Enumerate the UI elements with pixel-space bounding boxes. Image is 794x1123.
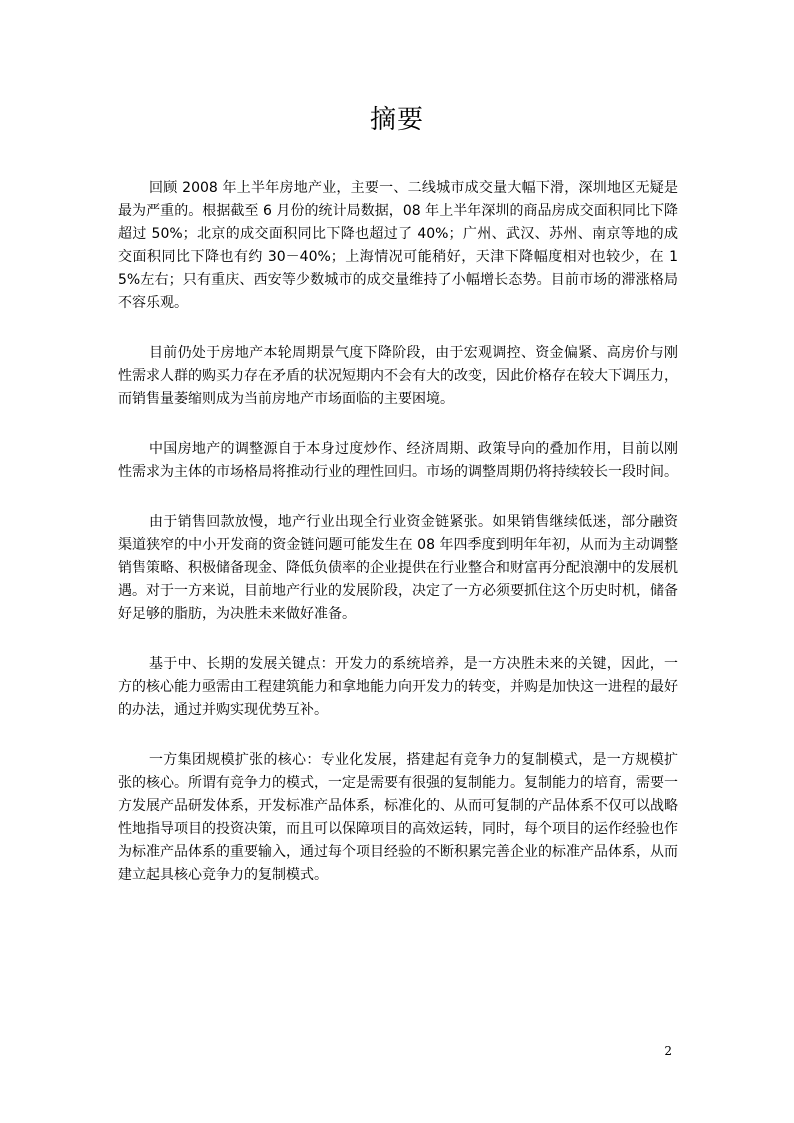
paragraph-adjustment-source: 中国房地产的调整源自于本身过度炒作、经济周期、政策导向的叠加作用，目前以刚性需求为主体的市场格局将推动行业的理性回归。市场的调整周期仍将持续较长一段时间。 bbox=[118, 441, 678, 480]
page-number: 2 bbox=[664, 1044, 672, 1058]
paragraph-cycle-stage: 目前仍处于房地产本轮周期景气度下降阶段，由于宏观调控、资金偏紧、高房价与刚性需求人群的购买力存在矛盾的状况短期内不会有大的改变，因此价格存在较大下调压力，而销售量萎缩则成为当前房地产市场面临的主要困境。 bbox=[118, 345, 678, 407]
paragraph-key-development: 基于中、长期的发展关键点：开发力的系统培养，是一方决胜未来的关键，因此，一方的核心能力亟需由工程建筑能力和拿地能力向开发力的转变，并购是加快这一进程的最好的办法，通过并购实现优势互补。 bbox=[118, 656, 678, 718]
paragraph-scale-expansion: 一方集团规模扩张的核心：专业化发展，搭建起有竞争力的复制模式，是一方规模扩张的核心。所谓有竞争力的模式，一定是需要有很强的复制能力。复制能力的培育，需要一方发展产品研发体系，开发标准产品体系，标准化的、从而可复制的产品体系不仅可以战略性地指导项目的投资决策，而且可以保障项目的高效运转，同时，每个项目的运作经验也作为标准产品体系的重要输入，通过每个项目经验的不断积累完善企业的标准产品体系，从而建立起具核心竞争力的复制模式。 bbox=[118, 752, 678, 883]
document-body bbox=[118, 177, 678, 914]
paragraph-capital-chain: 由于销售回款放慢，地产行业出现全行业资金链紧张。如果销售继续低迷，部分融资渠道狭窄的中小开发商的资金链问题可能发生在 08 年四季度到明年年初，从而为主动调整销售策略、积极储备现金、降低负债率的企业提供在行业整合和财富再分配浪潮中的发展机遇。对于一方来说，目前地产行业的发展阶段，决定了一方必须要抓住这个历史时机，储备好足够的脂肪，为决胜未来做好准备。 bbox=[118, 514, 678, 622]
paragraph-market-review: 回顾 2008 年上半年房地产业，主要一、二线城市成交量大幅下滑，深圳地区无疑是最为严重的。根据截至 6 月份的统计局数据，08 年上半年深圳的商品房成交面积同比下降超过 50%；北京的成交面积同比下降也超过了 40%；广州、武汉、苏州、南京等地的成交面积同比下降也有约 30－40%；上海情况可能稍好，天津下降幅度相对也较少，在 15%左右；只有重庆、西安等少数城市的成交量维持了小幅增长态势。目前市场的滞涨格局不容乐观。 bbox=[118, 180, 678, 311]
page-title: 摘要 bbox=[369, 105, 424, 135]
